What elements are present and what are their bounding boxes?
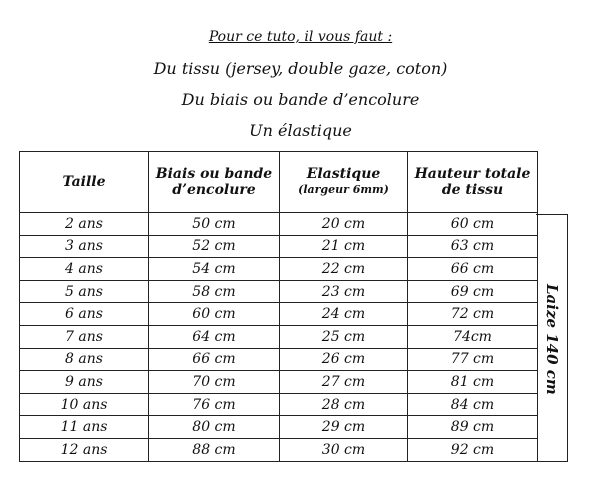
intro-elastic: Un élastique [249,121,352,140]
cell-elastique: 28 cm [280,393,408,416]
table-row [20,303,538,326]
cell-taille: 2 ans [20,213,149,236]
table-row [20,416,538,439]
cell-hauteur: 66 cm [408,258,538,281]
intro-title [0,29,601,45]
table-row [20,325,538,348]
cell-biais: 64 cm [149,325,280,348]
header-hauteur: Hauteur totale de tissu [408,152,538,213]
cell-taille: 6 ans [20,303,149,326]
sizes-table [19,151,538,462]
cell-biais: 66 cm [149,348,280,371]
cell-biais: 52 cm [149,235,280,258]
cell-elastique: 21 cm [280,235,408,258]
cell-taille: 7 ans [20,325,149,348]
header-taille: Taille [20,152,149,213]
cell-hauteur: 74cm [408,325,538,348]
table-row [20,258,538,281]
cell-biais: 50 cm [149,213,280,236]
cell-hauteur: 92 cm [408,438,538,461]
cell-hauteur: 60 cm [408,213,538,236]
cell-biais: 80 cm [149,416,280,439]
header-elastique-label: Elastique [306,166,381,182]
cell-elastique: 20 cm [280,213,408,236]
cell-hauteur: 81 cm [408,371,538,394]
table-row [20,438,538,461]
table-row [20,235,538,258]
header-elastique [280,152,408,213]
cell-elastique: 29 cm [280,416,408,439]
cell-hauteur: 63 cm [408,235,538,258]
intro-fabric: Du tissu (jersey, double gaze, coton) [153,59,448,78]
cell-elastique: 25 cm [280,325,408,348]
cell-biais: 76 cm [149,393,280,416]
cell-biais: 88 cm [149,438,280,461]
cell-hauteur: 72 cm [408,303,538,326]
header-biais: Biais ou bande d’encolure [149,152,280,213]
cell-hauteur: 84 cm [408,393,538,416]
cell-hauteur: 89 cm [408,416,538,439]
table-row [20,213,538,236]
intro-bias: Du biais ou bande d’encolure [181,90,420,109]
intro-title-colon: : [383,29,393,45]
cell-biais: 70 cm [149,371,280,394]
cell-elastique: 22 cm [280,258,408,281]
cell-taille: 4 ans [20,258,149,281]
intro-title-text: Pour ce tuto, il vous faut [208,29,383,45]
table-header-row [20,152,538,213]
cell-taille: 9 ans [20,371,149,394]
cell-hauteur: 77 cm [408,348,538,371]
cell-biais: 54 cm [149,258,280,281]
cell-elastique: 23 cm [280,280,408,303]
cell-elastique: 26 cm [280,348,408,371]
cell-taille: 12 ans [20,438,149,461]
cell-taille: 3 ans [20,235,149,258]
table-row [20,280,538,303]
table-row [20,348,538,371]
cell-hauteur: 69 cm [408,280,538,303]
cell-elastique: 30 cm [280,438,408,461]
cell-elastique: 24 cm [280,303,408,326]
fabric-width-box [536,214,568,462]
cell-biais: 58 cm [149,280,280,303]
cell-taille: 5 ans [20,280,149,303]
table-row [20,393,538,416]
cell-taille: 10 ans [20,393,149,416]
cell-taille: 8 ans [20,348,149,371]
table-row [20,371,538,394]
cell-taille: 11 ans [20,416,149,439]
header-elastique-sub: (largeur 6mm) [298,183,389,196]
cell-biais: 60 cm [149,303,280,326]
fabric-width-label: Laize 140 cm [543,283,561,395]
cell-elastique: 27 cm [280,371,408,394]
